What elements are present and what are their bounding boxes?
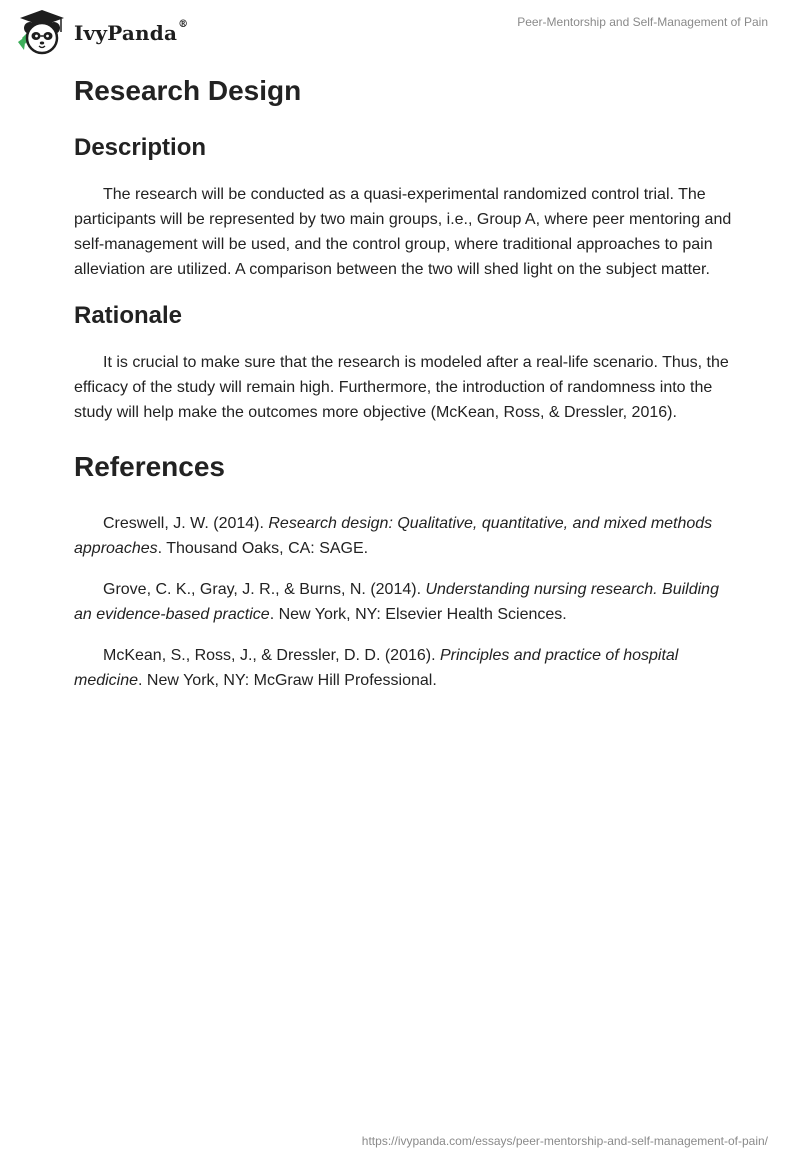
running-head: Peer-Mentorship and Self-Management of Pain <box>517 15 768 29</box>
logo-wordmark: IvyPanda® <box>74 19 189 45</box>
page-header <box>0 0 800 62</box>
rationale-heading: Rationale <box>74 302 183 329</box>
description-heading: Description <box>74 134 207 161</box>
essay-content <box>74 70 734 693</box>
registered-mark: ® <box>178 19 189 30</box>
reference-item: McKean, S., Ross, J., & Dressler, D. D. (2016). Principles and practice of hospital medicine. New York, NY: McGraw Hill Professional. <box>74 647 679 689</box>
panda-graduate-icon <box>14 8 70 56</box>
reference-title: Principles and practice of hospital medicine <box>74 647 679 689</box>
reference-title: Research design: Qualitative, quantitative, and mixed methods approaches <box>74 515 713 557</box>
references-heading: References <box>74 451 225 482</box>
reference-item: Grove, C. K., Gray, J. R., & Burns, N. (2014). Understanding nursing research. Building an evidence-based practice. New York, NY: Elsevier Health Sciences. <box>74 581 719 623</box>
reference-item: Creswell, J. W. (2014). Research design: Qualitative, quantitative, and mixed methods approaches. Thousand Oaks, CA: SAGE. <box>74 515 713 557</box>
description-paragraph: The research will be conducted as a quasi-experimental randomized control trial. The participants will be represented by two main groups, i.e., Group A, where peer mentoring and self-management will be used, and the control group, where traditional approaches to pain alleviation are utilized. A comparison between the two will shed light on the subject matter. <box>74 186 732 278</box>
ivypanda-logo[interactable] <box>14 8 188 56</box>
source-url-link[interactable]: https://ivypanda.com/essays/peer-mentorship-and-self-management-of-pain/ <box>361 1134 768 1148</box>
reference-title: Understanding nursing research. Building an evidence-based practice <box>74 581 719 623</box>
rationale-paragraph: It is crucial to make sure that the research is modeled after a real-life scenario. Thus, the efficacy of the study will remain high. Furthermore, the introduction of randomness into the study will help make the outcomes more objective (McKean, Ross, & Dressler, 2016). <box>74 354 729 421</box>
research-design-heading: Research Design <box>74 75 302 106</box>
